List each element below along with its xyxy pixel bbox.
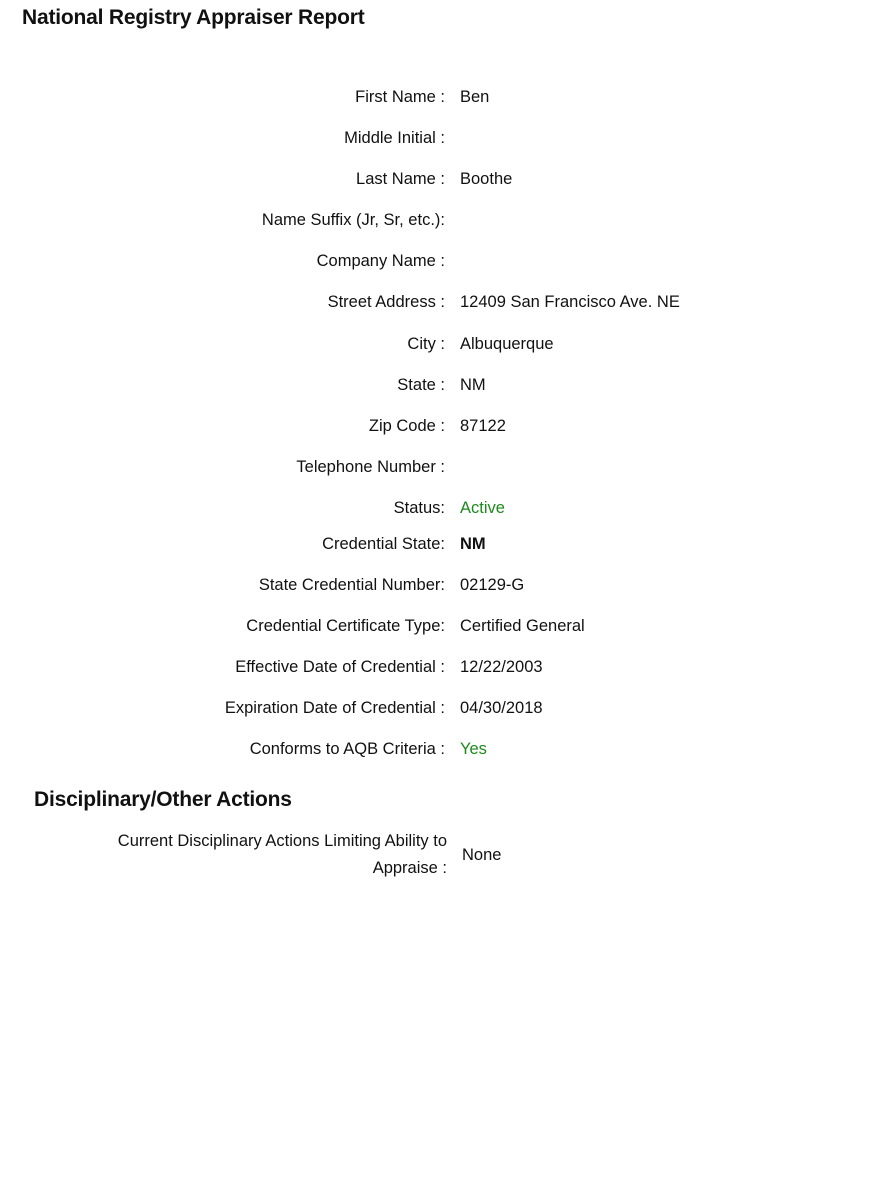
field-value: 02129-G [460,576,525,595]
field-middle-initial [0,124,875,165]
field-label: Effective Date of Credential : [235,658,445,677]
field-label: Middle Initial : [344,129,445,148]
field-effective-date [0,653,875,694]
field-value: Albuquerque [460,334,554,353]
field-label: Status: [393,498,445,517]
field-label: Credential State: [322,534,445,553]
field-telephone-number [0,453,875,494]
aqb-status: Yes [460,740,487,759]
field-label [47,828,447,882]
field-label: Credential Certificate Type: [246,617,445,636]
field-value: 87122 [460,416,506,435]
field-label: First Name : [355,88,445,106]
field-label: State Credential Number: [258,576,445,595]
field-label-line: Appraise : [372,859,447,877]
field-label: Street Address : [327,293,445,312]
field-value: 12/22/2003 [460,658,543,677]
field-expiration-date [0,694,875,735]
field-label: Telephone Number : [296,457,445,476]
field-label: Company Name : [316,252,445,271]
field-value: Certified General [460,617,585,636]
field-credential-certificate-type [0,612,875,653]
field-value: NM [460,534,486,553]
field-value: 12409 San Francisco Ave. NE [460,293,680,312]
field-zip-code [0,412,875,453]
field-label: State : [397,375,445,394]
field-value: Ben [460,88,490,106]
field-value: Boothe [460,170,513,189]
section-title-disciplinary: Disciplinary/Other Actions [34,788,292,811]
field-status [0,494,875,530]
field-credential-state [0,530,875,571]
field-first-name [0,83,875,124]
field-label: Name Suffix (Jr, Sr, etc.): [261,211,445,230]
field-last-name [0,165,875,206]
field-label: Expiration Date of Credential : [224,699,445,718]
field-label: Zip Code : [368,416,445,435]
field-label-line: Current Disciplinary Actions Limiting Ability to [117,832,447,850]
page-title: National Registry Appraiser Report [22,6,365,29]
field-label: Last Name : [356,170,445,189]
field-street-address [0,288,875,329]
field-city [0,330,875,371]
field-state [0,371,875,412]
field-name-suffix [0,206,875,247]
field-company-name [0,247,875,288]
field-value: NM [460,375,486,394]
status-badge: Active [460,498,505,517]
field-label: City : [407,334,445,353]
field-value: 04/30/2018 [460,699,543,718]
field-conforms-aqb [0,735,875,776]
field-label: Conforms to AQB Criteria : [249,740,445,759]
field-disciplinary-actions [0,828,875,884]
field-value: None [462,846,502,864]
field-state-credential-number [0,571,875,612]
appraiser-details [0,83,875,777]
